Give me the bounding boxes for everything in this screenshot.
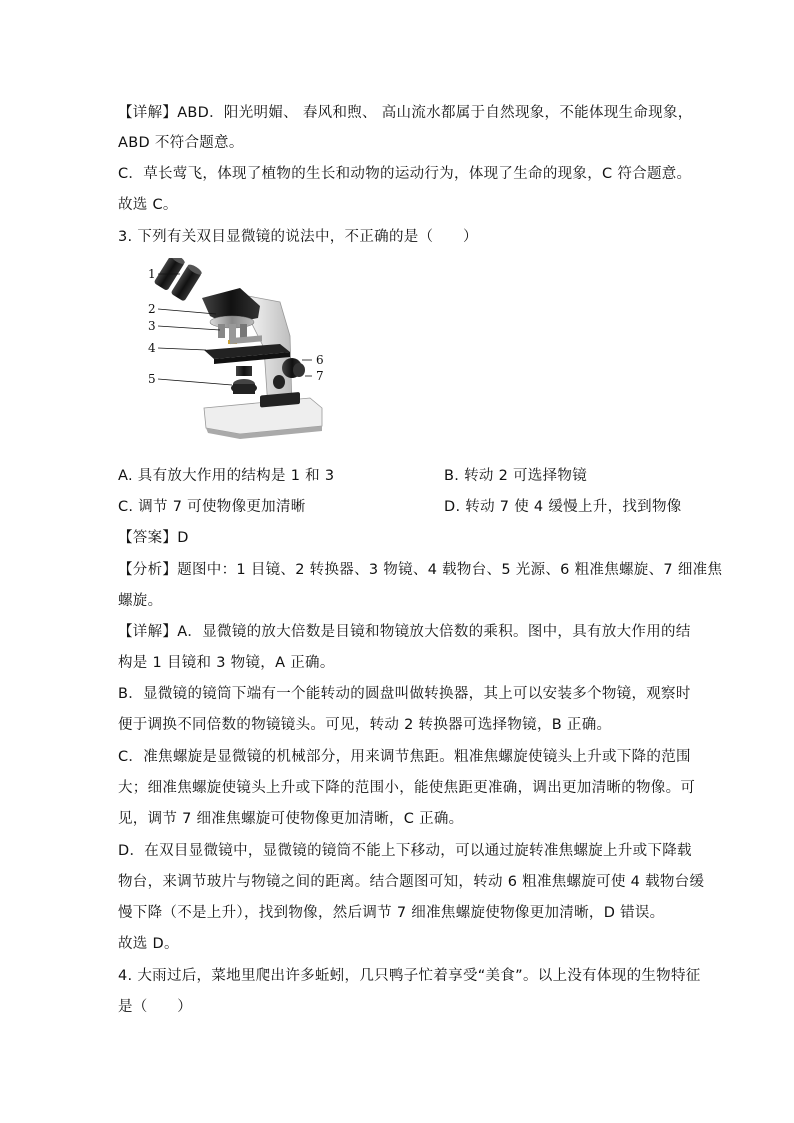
- option-b: B. 转动 2 可选择物镜: [444, 468, 588, 484]
- text-line: 慢下降（不是上升），找到物像，然后调节 7 细准焦螺旋使物像更加清晰，D 错误。: [118, 905, 665, 921]
- text-line: 故选 C。: [118, 197, 178, 213]
- text-line: 【详解】ABD．阳光明媚、 春风和煦、 高山流水都属于自然现象，不能体现生命现象，: [118, 105, 693, 121]
- text-line: 大；细准焦螺旋使镜头上升或下降的范围小，能使焦距更准确，调出更加清晰的物像。可: [118, 780, 696, 796]
- text-line: 是（ ）: [118, 999, 192, 1015]
- option-a: A. 具有放大作用的结构是 1 和 3: [118, 468, 335, 484]
- microscope-image: [140, 258, 340, 443]
- figure-label-4: 4: [148, 341, 156, 355]
- text-line: D．在双目显微镜中，显微镜的镜筒不能上下移动，可以通过旋转准焦螺旋上升或下降载: [118, 843, 692, 859]
- text-line: 便于调换不同倍数的物镜镜头。可见，转动 2 转换器可选择物镜，B 正确。: [118, 717, 612, 733]
- text-line: C．草长莺飞，体现了植物的生长和动物的运动行为，体现了生命的现象，C 符合题意。: [118, 166, 692, 182]
- text-line: 【分析】题图中：1 目镜、2 转换器、3 物镜、4 载物台、5 光源、6 粗准焦螺旋、7 细准焦: [118, 562, 723, 578]
- text-line: 见，调节 7 细准焦螺旋可使物像更加清晰，C 正确。: [118, 811, 464, 827]
- figure-label-2: 2: [148, 302, 156, 316]
- figure-label-3: 3: [148, 319, 156, 333]
- figure-label-5: 5: [148, 372, 156, 386]
- text-line: 【详解】A．显微镜的放大倍数是目镜和物镜放大倍数的乘积。图中，具有放大作用的结: [118, 624, 691, 640]
- text-line: 故选 D。: [118, 936, 179, 952]
- figure-label-6: 6: [316, 353, 324, 367]
- text-line: 物台，来调节玻片与物镜之间的距离。结合题图可知，转动 6 粗准焦螺旋可使 4 载物台缓: [118, 874, 705, 890]
- text-line: B．显微镜的镜筒下端有一个能转动的圆盘叫做转换器，其上可以安装多个物镜，观察时: [118, 686, 691, 702]
- text-line: C．准焦螺旋是显微镜的机械部分，用来调节焦距。粗准焦螺旋使镜头上升或下降的范围: [118, 749, 691, 765]
- option-c: C. 调节 7 可使物像更加清晰: [118, 499, 306, 515]
- text-line: 螺旋。: [118, 593, 163, 609]
- text-line: 构是 1 目镜和 3 物镜，A 正确。: [118, 655, 335, 671]
- question-4-stem: 4. 大雨过后，菜地里爬出许多蚯蚓，几只鸭子忙着享受“美食”。以上没有体现的生物特征: [118, 968, 701, 984]
- option-d: D. 转动 7 使 4 缓慢上升，找到物像: [444, 499, 682, 515]
- question-3-stem: 3. 下列有关双目显微镜的说法中，不正确的是（ ）: [118, 229, 478, 245]
- microscope-figure: [140, 258, 340, 443]
- figure-label-7: 7: [316, 369, 324, 383]
- figure-label-1: 1: [148, 267, 156, 281]
- text-line: ABD 不符合题意。: [118, 135, 244, 151]
- answer-line: 【答案】D: [118, 530, 189, 546]
